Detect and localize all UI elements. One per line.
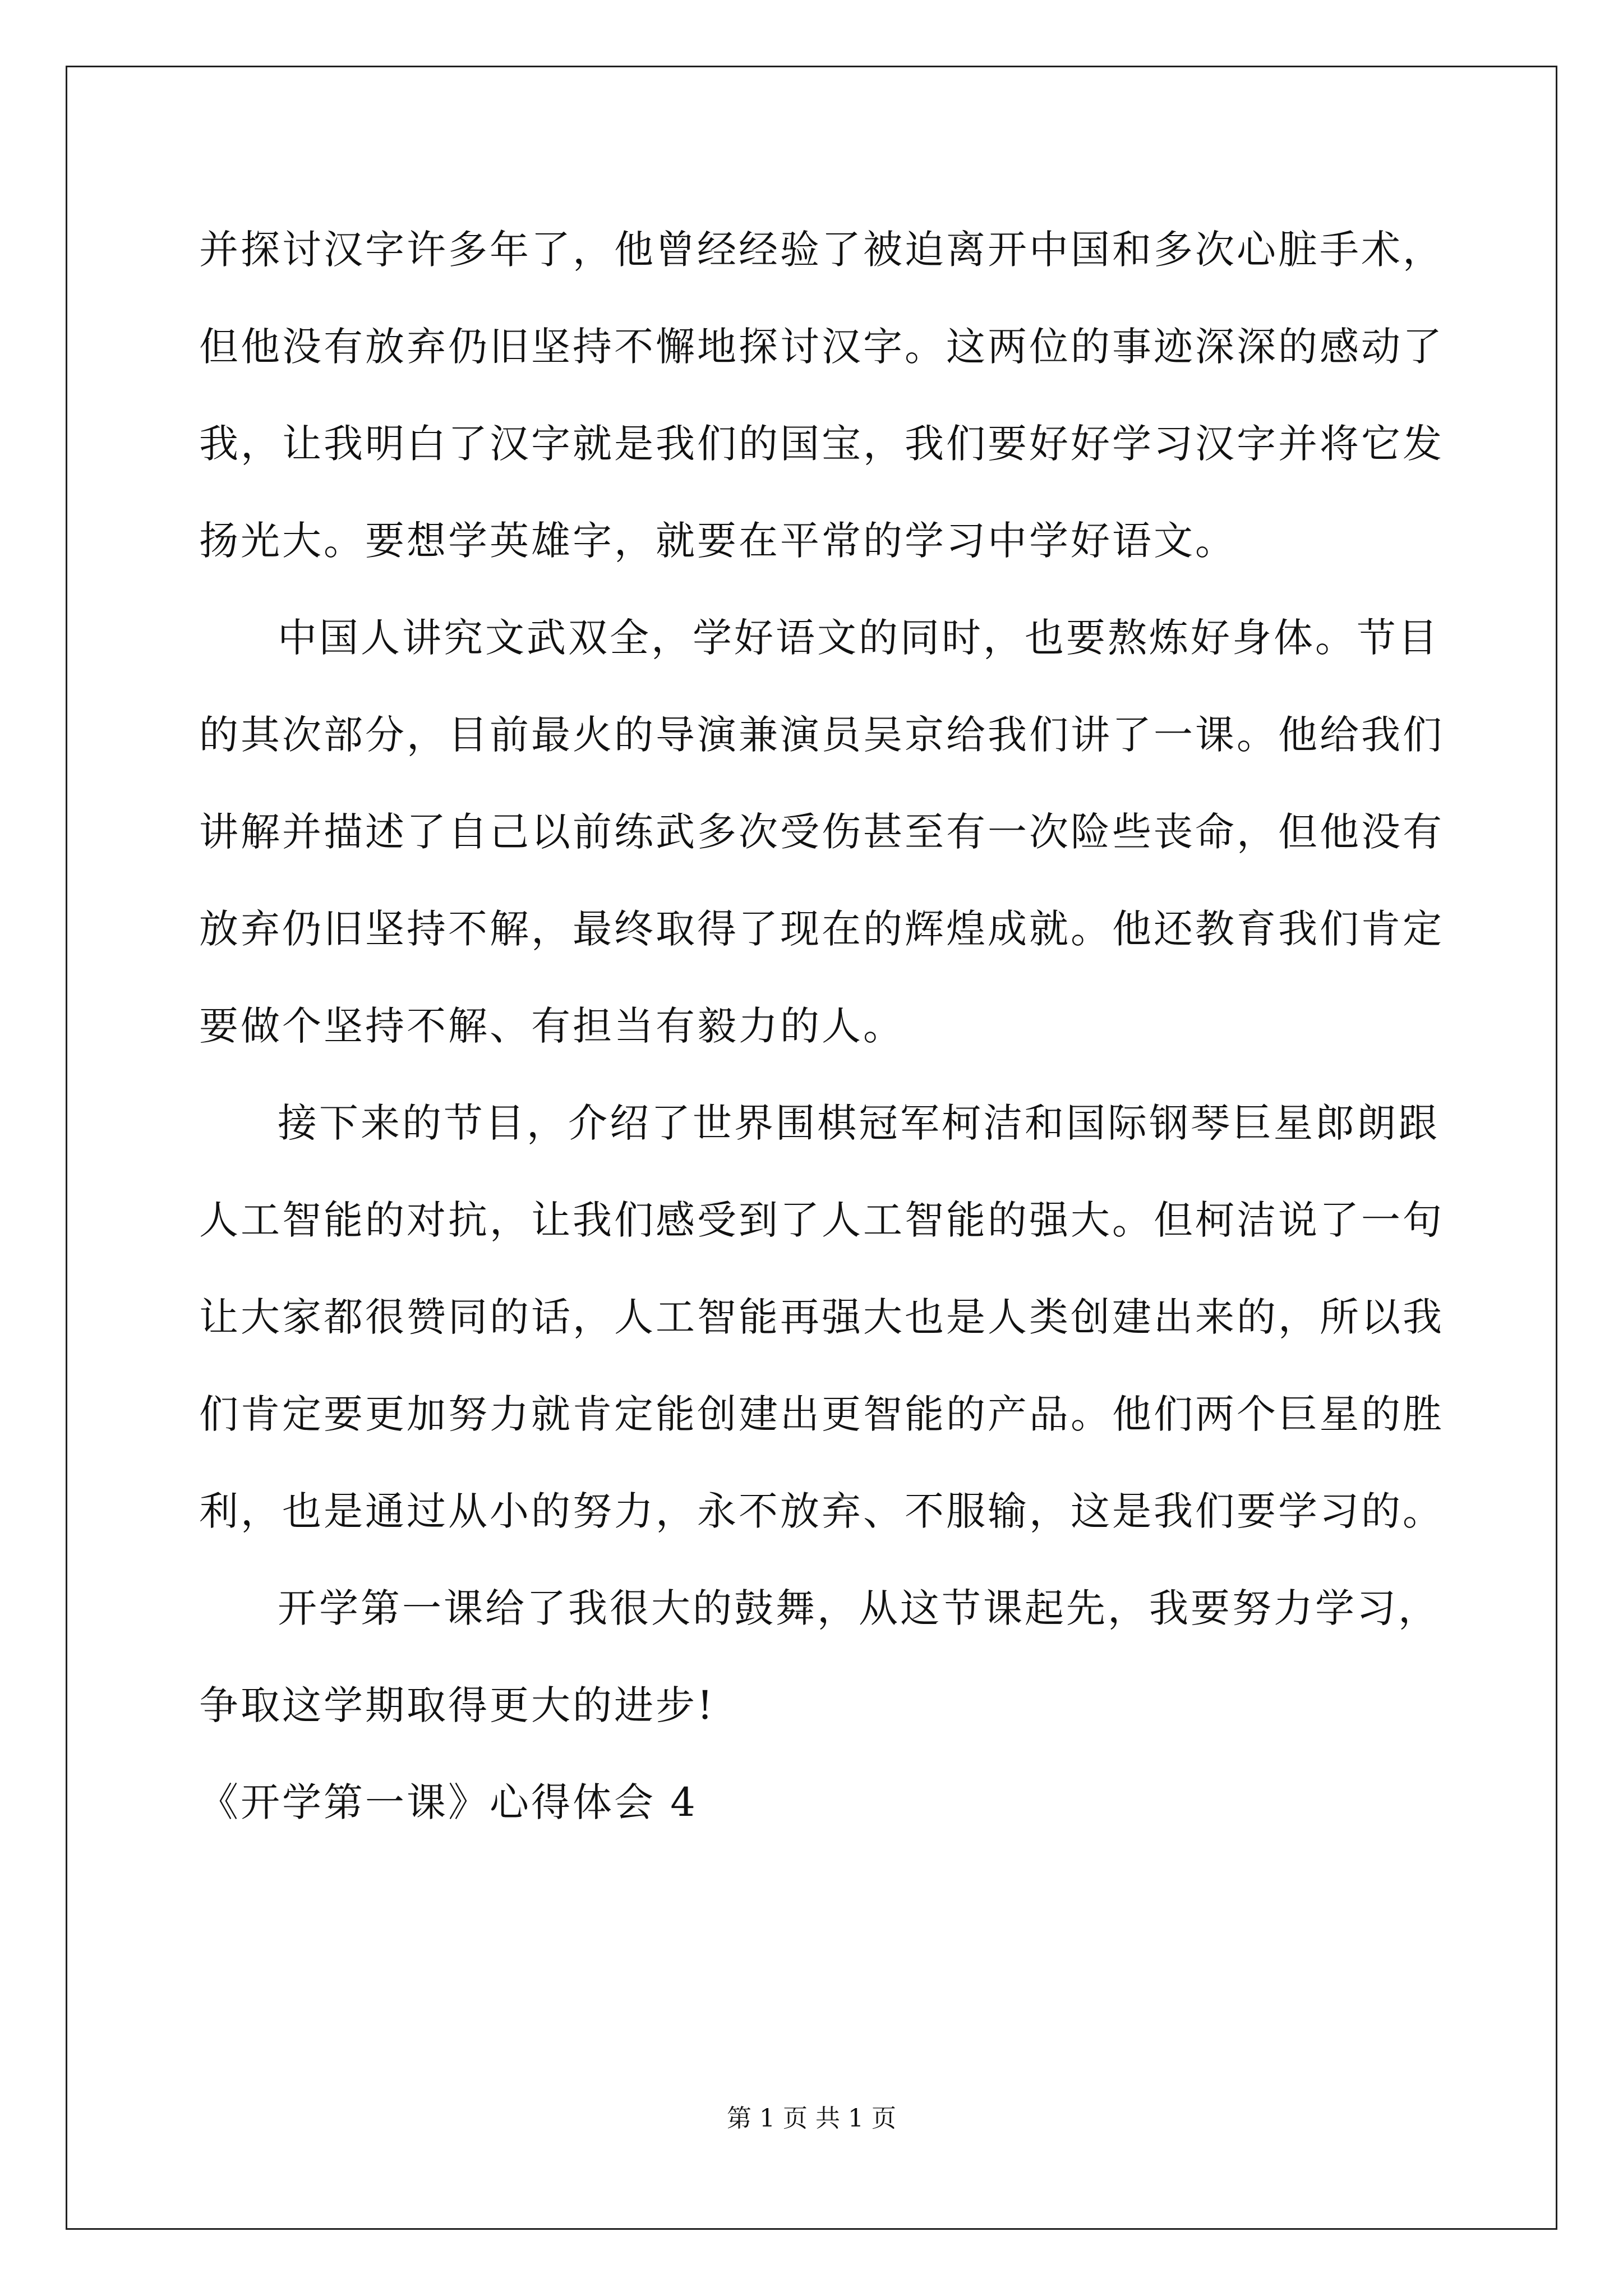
text-line: 放弃仍旧坚持不解，最终取得了现在的辉煌成就。他还教育我们肯定 — [199, 906, 1444, 952]
text-line: 但他没有放弃仍旧坚持不懈地探讨汉字。这两位的事迹深深的感动了 — [199, 324, 1444, 370]
text-line: 要做个坚持不解、有担当有毅力的人。 — [199, 1003, 905, 1049]
text-line: 争取这学期取得更大的进步! — [199, 1682, 716, 1728]
paragraph-start-line: 接下来的节目，介绍了世界围棋冠军柯洁和国际钢琴巨星郎朗跟 — [278, 1100, 1440, 1146]
text-line: 并探讨汉字许多年了，他曾经经验了被迫离开中国和多次心脏手术， — [199, 227, 1444, 273]
text-line: 人工智能的对抗，让我们感受到了人工智能的强大。但柯洁说了一句 — [199, 1197, 1444, 1243]
text-line: 让大家都很赞同的话，人工智能再强大也是人类创建出来的，所以我 — [199, 1294, 1444, 1340]
text-line: 们肯定要更加努力就肯定能创建出更智能的产品。他们两个巨星的胜 — [199, 1391, 1444, 1437]
text-line: 的其次部分，目前最火的导演兼演员吴京给我们讲了一课。他给我们 — [199, 712, 1444, 758]
text-line: 利，也是通过从小的努力，永不放弃、不服输，这是我们要学习的。 — [199, 1488, 1444, 1534]
text-line: 扬光大。要想学英雄字，就要在平常的学习中学好语文。 — [199, 518, 1237, 564]
section-heading: 《开学第一课》心得体会 4 — [199, 1779, 698, 1825]
paragraph-start-line: 中国人讲究文武双全，学好语文的同时，也要熬炼好身体。节目 — [278, 615, 1440, 661]
text-line: 我，让我明白了汉字就是我们的国宝，我们要好好学习汉字并将它发 — [199, 421, 1444, 467]
paragraph-start-line: 开学第一课给了我很大的鼓舞，从这节课起先，我要努力学习， — [278, 1585, 1440, 1631]
text-line: 讲解并描述了自己以前练武多次受伤甚至有一次险些丧命，但他没有 — [199, 809, 1444, 855]
page-number-footer: 第 1 页 共 1 页 — [727, 2104, 896, 2133]
